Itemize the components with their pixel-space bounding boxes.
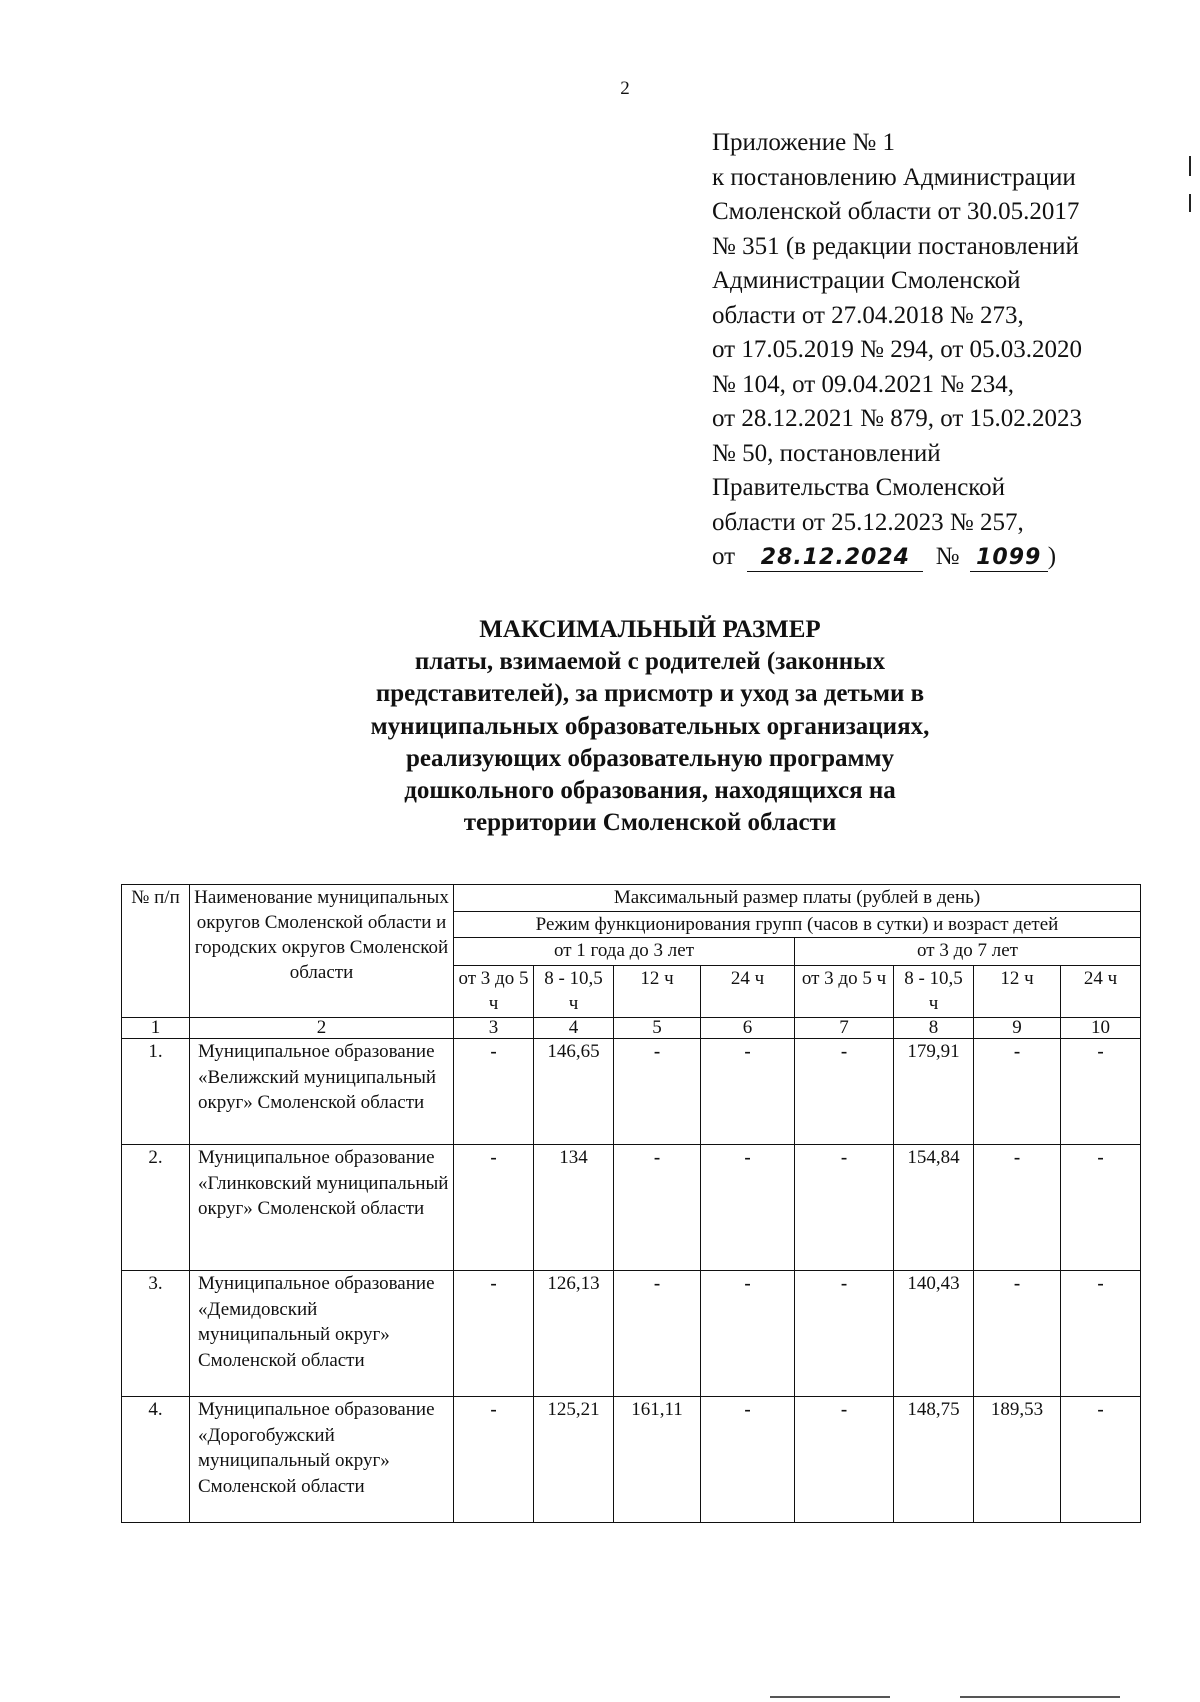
title-line: реализующих образовательную программу bbox=[405, 744, 895, 772]
header-num: № п/п bbox=[122, 885, 190, 1018]
header-age-group-2: от 3 до 7 лет bbox=[795, 938, 1141, 966]
row-value: 126,13 bbox=[534, 1271, 614, 1397]
column-number: 5 bbox=[614, 1018, 701, 1039]
header-mode-col: от 3 до 5 ч bbox=[454, 966, 534, 1018]
row-value: 154,84 bbox=[894, 1145, 974, 1271]
column-number: 10 bbox=[1061, 1018, 1141, 1039]
table-row bbox=[122, 1271, 1141, 1397]
title-line: представителей), за присмотр и уход за детьми в bbox=[375, 680, 925, 708]
row-value: - bbox=[701, 1397, 795, 1523]
row-value: 161,11 bbox=[614, 1397, 701, 1523]
table-row bbox=[122, 1145, 1141, 1271]
page-number: 2 bbox=[620, 78, 630, 99]
title-line: дошкольного образования, находящихся на bbox=[404, 777, 896, 805]
scan-edge-mark bbox=[1189, 194, 1191, 212]
row-num: 3. bbox=[122, 1271, 190, 1397]
row-value: - bbox=[454, 1145, 534, 1271]
handwritten-number: 1099 bbox=[970, 545, 1048, 572]
header-mode-col: 12 ч bbox=[974, 966, 1061, 1018]
row-value: 148,75 bbox=[894, 1397, 974, 1523]
row-value: - bbox=[795, 1271, 894, 1397]
row-value: 146,65 bbox=[534, 1039, 614, 1145]
row-num: 4. bbox=[122, 1397, 190, 1523]
row-value: - bbox=[454, 1039, 534, 1145]
row-value: - bbox=[1061, 1039, 1141, 1145]
row-value: - bbox=[701, 1145, 795, 1271]
appendix-line: от 17.05.2019 № 294, от 05.03.2020 bbox=[712, 336, 1083, 363]
appendix-line: Смоленской области от 30.05.2017 bbox=[712, 198, 1080, 225]
header-mode-col: 12 ч bbox=[614, 966, 701, 1018]
appendix-line: области от 27.04.2018 № 273, bbox=[712, 301, 1024, 329]
title-line: МАКСИМАЛЬНЫЙ РАЗМЕР bbox=[479, 616, 821, 643]
row-value: 125,21 bbox=[534, 1397, 614, 1523]
column-number: 8 bbox=[894, 1018, 974, 1039]
row-name: Муниципальное образование «Демидовский муниципальный округ» Смоленской области bbox=[190, 1271, 454, 1397]
header-mode-col: 24 ч bbox=[1061, 966, 1141, 1018]
scan-artifact-line bbox=[770, 1696, 890, 1698]
column-number: 6 bbox=[701, 1018, 795, 1039]
table-row bbox=[122, 1397, 1141, 1523]
row-num: 1. bbox=[122, 1039, 190, 1145]
column-number: 1 bbox=[122, 1018, 190, 1039]
appendix-line: Правительства Смоленской bbox=[712, 474, 1006, 501]
row-value: 179,91 bbox=[894, 1039, 974, 1145]
header-mode-col: 8 - 10,5 ч bbox=[534, 966, 614, 1018]
header-max-payment: Максимальный размер платы (рублей в день) bbox=[454, 885, 1141, 912]
appendix-line: Администрации Смоленской bbox=[712, 267, 1021, 294]
appendix-line: к постановлению Администрации bbox=[712, 163, 1076, 191]
row-value: 189,53 bbox=[974, 1397, 1061, 1523]
column-number: 3 bbox=[454, 1018, 534, 1039]
row-value: - bbox=[795, 1397, 894, 1523]
appendix-line: № 50, постановлений bbox=[712, 439, 941, 467]
row-value: - bbox=[1061, 1271, 1141, 1397]
header-mode-col: от 3 до 5 ч bbox=[795, 966, 894, 1018]
row-name: Муниципальное образование «Глинковский муниципальный округ» Смоленской области bbox=[190, 1145, 454, 1271]
row-value: - bbox=[974, 1039, 1061, 1145]
payment-table bbox=[121, 884, 1141, 1523]
row-value: - bbox=[454, 1397, 534, 1523]
appendix-line: области от 25.12.2023 № 257, bbox=[712, 508, 1024, 536]
number-sign: № bbox=[935, 543, 960, 570]
appendix-line: Приложение № 1 bbox=[712, 129, 896, 156]
row-name: Муниципальное образование «Дорогобужский муниципальный округ» Смоленской области bbox=[190, 1397, 454, 1523]
row-value: - bbox=[974, 1145, 1061, 1271]
scan-edge-mark bbox=[1189, 156, 1191, 176]
title-line: муниципальных образовательных организациях, bbox=[370, 712, 930, 740]
appendix-last-prefix: от bbox=[712, 543, 736, 570]
header-age-group-1: от 1 года до 3 лет bbox=[454, 938, 795, 966]
row-value: - bbox=[795, 1145, 894, 1271]
handwritten-date: 28.12.2024 bbox=[747, 545, 923, 572]
row-value: - bbox=[454, 1271, 534, 1397]
appendix-line: от 28.12.2021 № 879, от 15.02.2023 bbox=[712, 405, 1083, 432]
row-value: - bbox=[614, 1039, 701, 1145]
row-name: Муниципальное образование «Велижский муниципальный округ» Смоленской области bbox=[190, 1039, 454, 1145]
row-value: - bbox=[1061, 1397, 1141, 1523]
row-num: 2. bbox=[122, 1145, 190, 1271]
header-name: Наименование муниципальных округов Смоленской области и городских округов Смоленской области bbox=[190, 885, 454, 1018]
column-number: 2 bbox=[190, 1018, 454, 1039]
row-value: - bbox=[614, 1271, 701, 1397]
title-line: платы, взимаемой с родителей (законных bbox=[414, 648, 886, 676]
row-value: 134 bbox=[534, 1145, 614, 1271]
row-value: - bbox=[701, 1271, 795, 1397]
column-number: 9 bbox=[974, 1018, 1061, 1039]
table-row bbox=[122, 1039, 1141, 1145]
column-number: 7 bbox=[795, 1018, 894, 1039]
row-value: 140,43 bbox=[894, 1271, 974, 1397]
appendix-line: № 351 (в редакции постановлений bbox=[712, 232, 1079, 260]
appendix-line: № 104, от 09.04.2021 № 234, bbox=[712, 370, 1015, 398]
column-number: 4 bbox=[534, 1018, 614, 1039]
row-value: - bbox=[795, 1039, 894, 1145]
document-title bbox=[270, 614, 1030, 839]
header-mode-col: 8 - 10,5 ч bbox=[894, 966, 974, 1018]
appendix-block bbox=[712, 126, 1182, 575]
title-line: территории Смоленской области bbox=[463, 809, 837, 837]
appendix-signature-line bbox=[712, 540, 1182, 575]
closing-paren: ) bbox=[1047, 543, 1057, 570]
header-mode: Режим функционирования групп (часов в сутки) и возраст детей bbox=[454, 912, 1141, 938]
row-value: - bbox=[701, 1039, 795, 1145]
row-value: - bbox=[614, 1145, 701, 1271]
row-value: - bbox=[1061, 1145, 1141, 1271]
scan-artifact-line bbox=[960, 1696, 1120, 1698]
header-mode-col: 24 ч bbox=[701, 966, 795, 1018]
row-value: - bbox=[974, 1271, 1061, 1397]
